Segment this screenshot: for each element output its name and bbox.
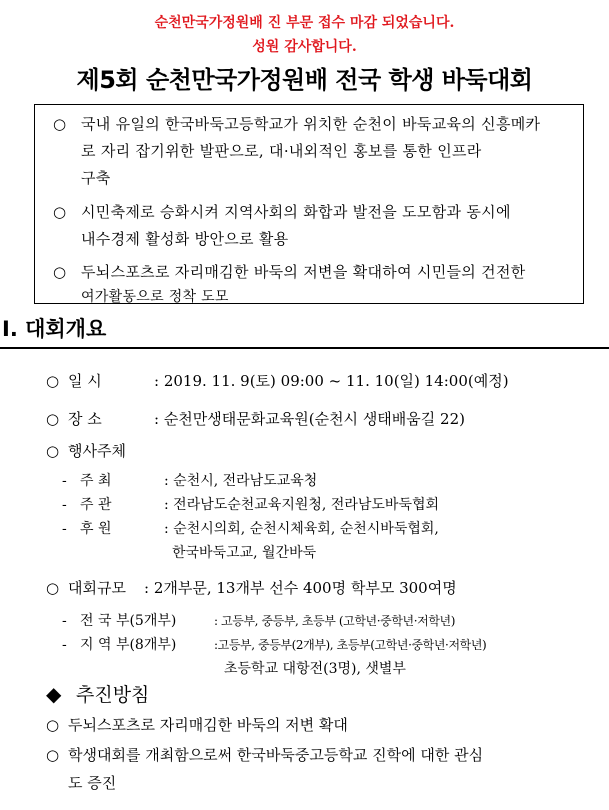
plan-item-2-line-1: ○ 학생대회를 개최함으로써 한국바둑중고등학교 진학에 대한 관심: [46, 746, 484, 764]
section-heading: Ⅰ. 대회개요: [2, 317, 107, 341]
venue-label: 장 소: [68, 410, 102, 428]
plan-item-1: ○ 두뇌스포츠로 자리매김한 바둑의 저변 확대: [46, 716, 348, 734]
date-row: [46, 370, 509, 391]
venue-row: [46, 408, 465, 429]
regional-division-label: 지 역 부(8개부): [80, 637, 177, 653]
intro-item-1-line-3: 구축: [81, 169, 111, 187]
closing-notice: 순천만국가정원배 진 부문 접수 마감 되었습니다.: [154, 15, 455, 31]
thanks-notice: 성원 감사합니다.: [252, 39, 357, 55]
circle-bullet-icon: ○: [46, 746, 60, 764]
plan-heading: 추진방침: [76, 684, 150, 706]
plan-heading-row: [46, 680, 149, 707]
intro-box: [34, 104, 584, 304]
plan-item-2-line-2: 도 증진: [68, 774, 117, 792]
national-division-label: 전 국 부(5개부): [80, 613, 177, 629]
date-value: : 2019. 11. 9(토) 09:00 ~ 11. 10(일) 14:00(예정): [154, 372, 509, 390]
intro-item-1-line-2: 로 자리 잡기위한 발판으로, 대·내외적인 홍보를 통한 인프라: [81, 142, 482, 160]
circle-bullet-icon: ○: [53, 263, 67, 281]
scale-value: : 2개부문, 13개부 선수 400명 학부모 300여명: [144, 579, 457, 597]
circle-bullet-icon: ○: [53, 203, 67, 221]
circle-bullet-icon: ○: [46, 372, 60, 390]
organizer-value: : 전라남도순천교육지원청, 전라남도바둑협회: [164, 497, 440, 513]
national-division-value: : 고등부, 중등부, 초등부 (고학년·중학년·저학년): [214, 614, 455, 628]
regional-division-row: - 지 역 부(8개부) :고등부, 중등부(2개부), 초등부(고학년·중학년·저학년): [62, 634, 486, 654]
national-division-row: - 전 국 부(5개부) : 고등부, 중등부, 초등부 (고학년·중학년·저학년): [62, 610, 455, 630]
scale-label: 대회규모: [68, 579, 126, 597]
organizers-row: [46, 440, 126, 461]
host-value: : 순천시, 전라남도교육청: [164, 473, 318, 489]
sponsor-row-cont: 한국바둑고교, 월간바둑: [172, 545, 317, 561]
host-label: 주 최: [80, 473, 112, 489]
section-divider: [0, 347, 609, 349]
intro-item-2-line-1: ○ 시민축제로 승화시켜 지역사회의 화합과 발전을 도모함과 동시에: [53, 203, 511, 221]
organizer-row: - 주 관 : 전라남도순천교육지원청, 전라남도바둑협회: [62, 494, 439, 514]
circle-bullet-icon: ○: [46, 579, 60, 597]
page-title: 제5회 순천만국가정원배 전국 학생 바둑대회: [76, 66, 533, 94]
organizers-label: 행사주체: [68, 442, 126, 460]
organizer-label: 주 관: [80, 497, 112, 513]
regional-division-value: :고등부, 중등부(2개부), 초등부(고학년·중학년·저학년): [214, 638, 487, 652]
sponsor-value: : 순천시의회, 순천시체육회, 순천시바둑협회,: [164, 521, 439, 537]
intro-item-1-line-1: ○ 국내 유일의 한국바둑고등학교가 위치한 순천이 바둑교육의 신흥메카: [53, 115, 541, 133]
circle-bullet-icon: ○: [46, 716, 60, 734]
regional-division-cont: 초등학교 대항전(3명), 샛별부: [224, 661, 406, 677]
circle-bullet-icon: ○: [53, 115, 67, 133]
sponsor-label: 후 원: [80, 521, 112, 537]
circle-bullet-icon: ○: [46, 442, 60, 460]
scale-row: [46, 577, 457, 598]
host-row: - 주 최 : 순천시, 전라남도교육청: [62, 470, 317, 490]
intro-item-2-line-2: 내수경제 활성화 방안으로 활용: [81, 230, 289, 248]
date-label: 일 시: [68, 372, 102, 390]
diamond-bullet-icon: ◆: [46, 682, 62, 706]
circle-bullet-icon: ○: [46, 410, 60, 428]
venue-value: : 순천만생태문화교육원(순천시 생태배움길 22): [154, 410, 465, 428]
intro-item-3-line-1: ○ 두뇌스포츠로 자리매김한 바둑의 저변을 확대하여 시민들의 건전한: [53, 263, 526, 281]
intro-item-3-line-2: 여가활동으로 정착 도모: [81, 289, 229, 305]
sponsor-row: - 후 원 : 순천시의회, 순천시체육회, 순천시바둑협회,: [62, 518, 439, 538]
